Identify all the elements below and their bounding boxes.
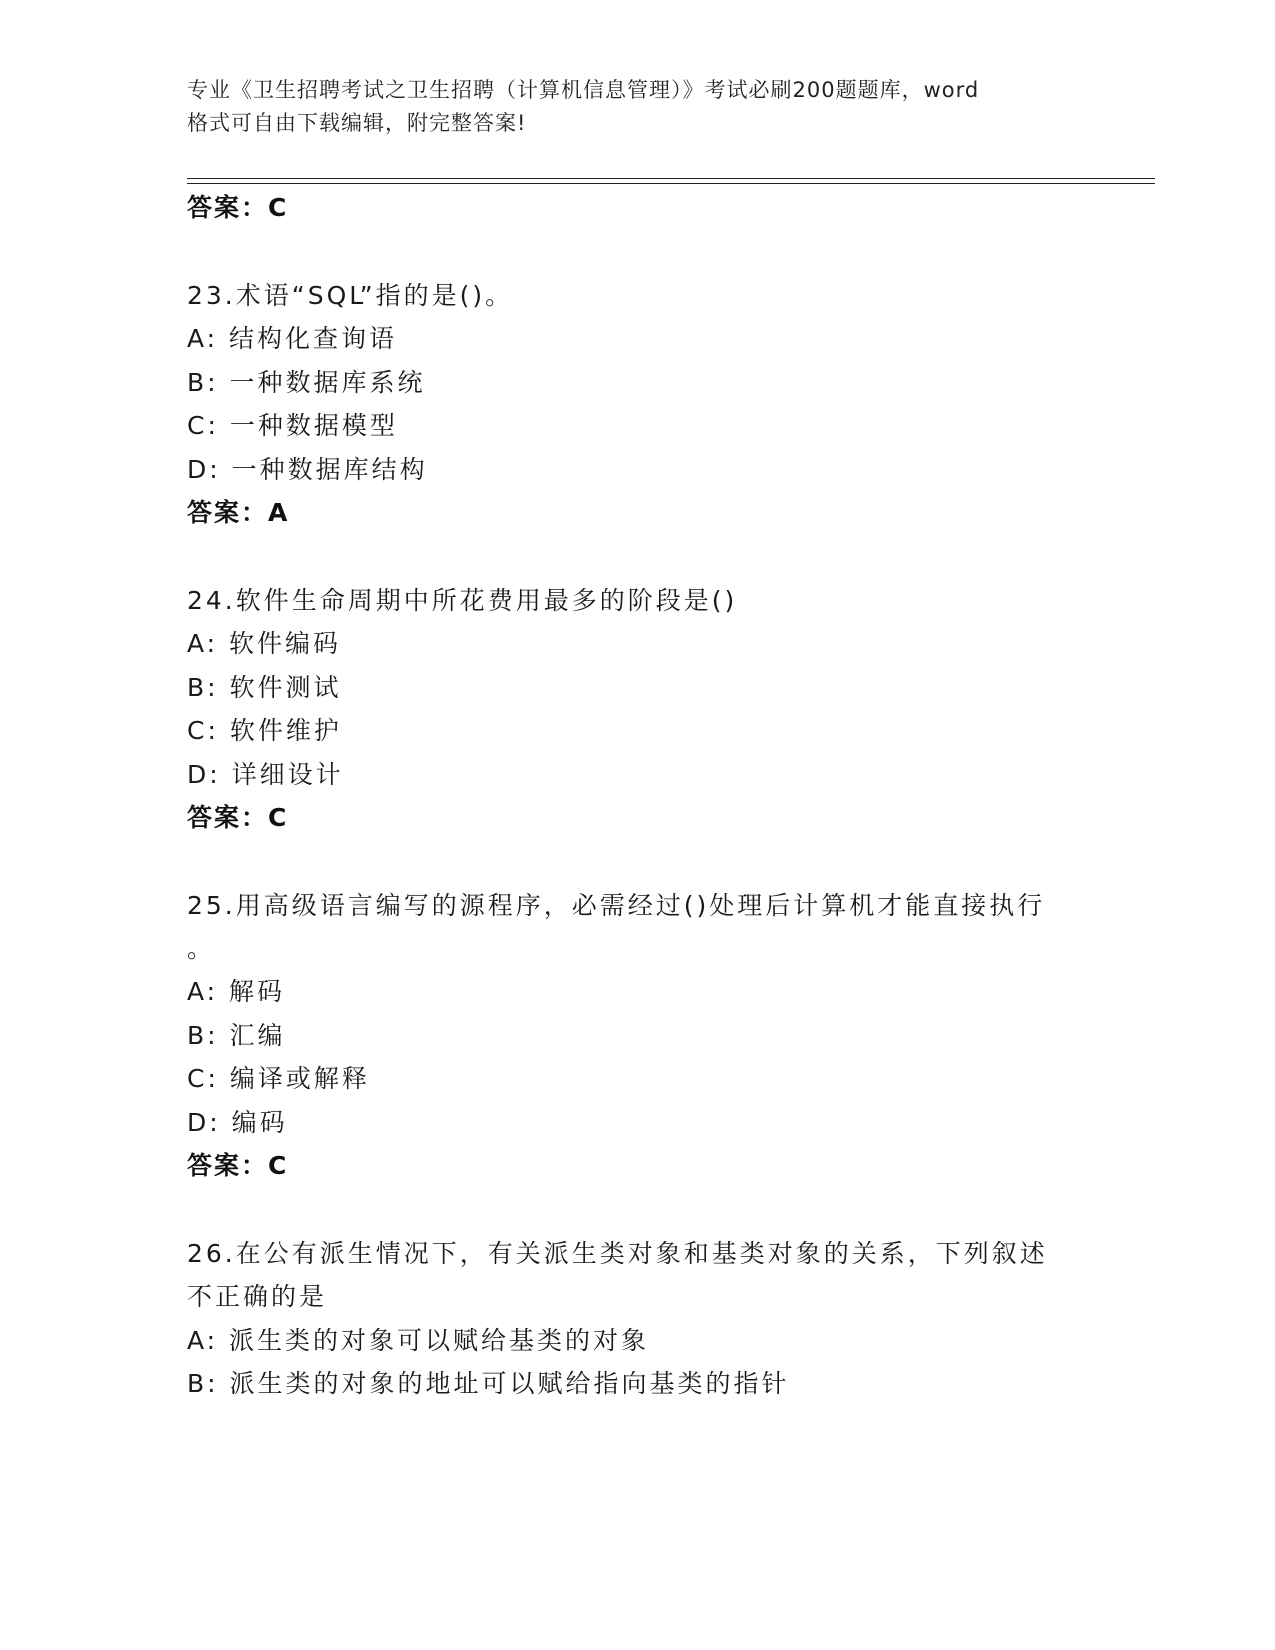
question-25-option-d: D: 编码 xyxy=(187,1108,288,1137)
question-24-option-c: C: 软件维护 xyxy=(187,716,342,745)
question-24-option-b: B: 软件测试 xyxy=(187,673,342,702)
question-24-stem: 24.软件生命周期中所花费用最多的阶段是() xyxy=(187,586,738,615)
question-23-answer: 答案：A xyxy=(187,498,290,527)
question-26-option-b: B: 派生类的对象的地址可以赋给指向基类的指针 xyxy=(187,1369,790,1398)
header-title-line-1: 专业《卫生招聘考试之卫生招聘（计算机信息管理）》考试必刷200题题库，word xyxy=(187,78,980,102)
question-25-option-a: A: 解码 xyxy=(187,977,286,1006)
previous-answer: 答案：C xyxy=(187,193,289,222)
question-25-option-c: C: 编译或解释 xyxy=(187,1064,370,1093)
question-26-stem-line-2: 不正确的是 xyxy=(187,1282,328,1311)
question-23-stem: 23.术语“SQL”指的是()。 xyxy=(187,281,514,310)
document-header xyxy=(187,74,1087,140)
question-26-option-a: A: 派生类的对象可以赋给基类的对象 xyxy=(187,1326,650,1355)
question-26-stem-line-1: 26.在公有派生情况下，有关派生类对象和基类对象的关系，下列叙述 xyxy=(187,1239,1048,1268)
question-23-option-c: C: 一种数据模型 xyxy=(187,411,398,440)
header-title-line-2: 格式可自由下载编辑，附完整答案! xyxy=(187,111,527,135)
question-24-option-a: A: 软件编码 xyxy=(187,629,342,658)
header-divider-bottom xyxy=(187,183,1155,184)
header-divider-top xyxy=(187,178,1155,179)
question-23-option-a: A: 结构化查询语 xyxy=(187,324,398,353)
question-25-answer: 答案：C xyxy=(187,1151,289,1180)
question-25-stem-line-2: 。 xyxy=(187,934,216,963)
question-23-option-b: B: 一种数据库系统 xyxy=(187,368,426,397)
question-25-option-b: B: 汇编 xyxy=(187,1021,286,1050)
question-24-option-d: D: 详细设计 xyxy=(187,760,344,789)
question-23-option-d: D: 一种数据库结构 xyxy=(187,455,428,484)
question-25-stem-line-1: 25.用高级语言编写的源程序，必需经过()处理后计算机才能直接执行 xyxy=(187,891,1046,920)
question-24-answer: 答案：C xyxy=(187,803,289,832)
